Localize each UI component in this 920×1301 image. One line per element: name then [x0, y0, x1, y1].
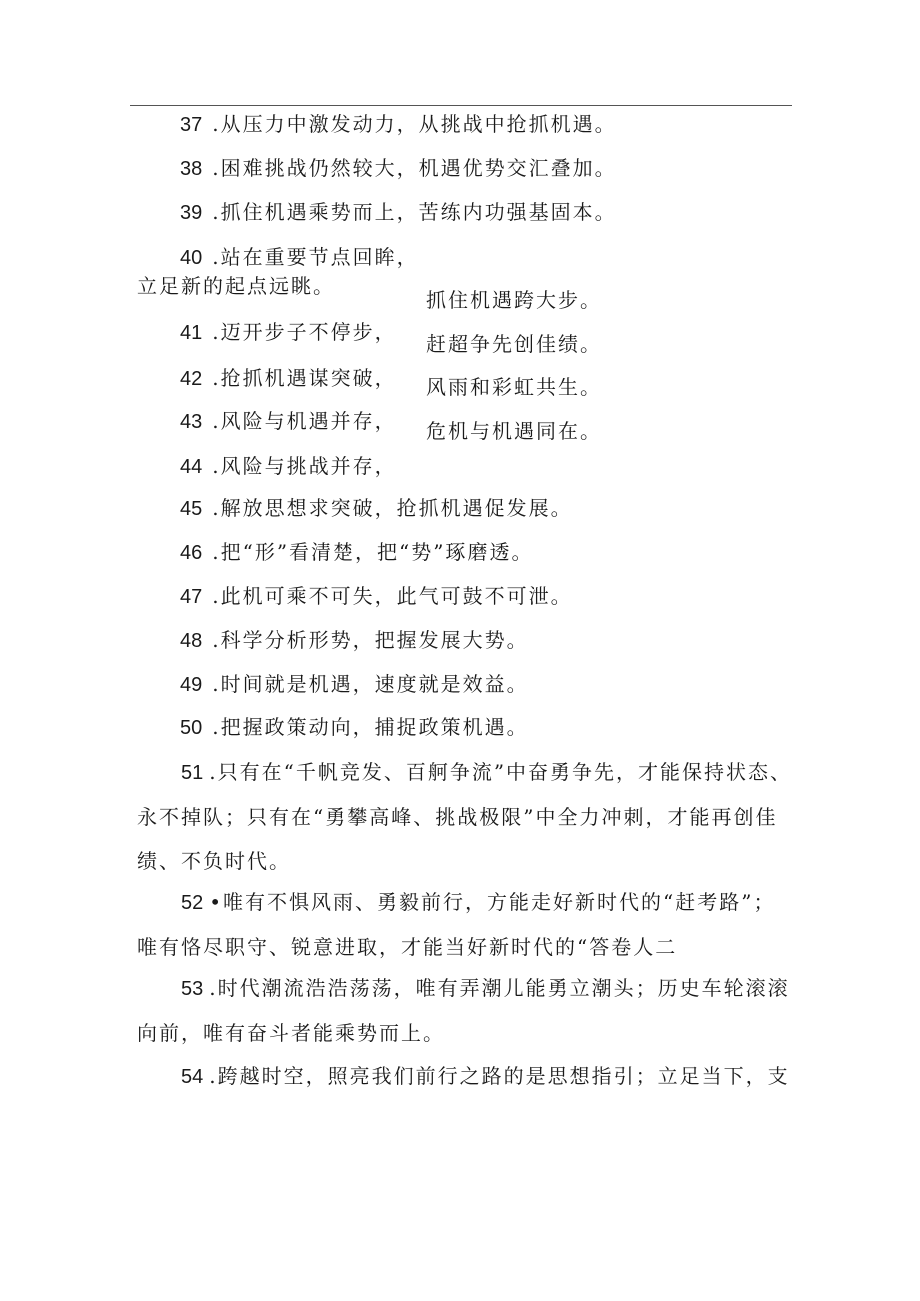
item-number: 44	[180, 456, 203, 478]
list-item	[180, 538, 534, 567]
item-number: 52	[181, 892, 204, 914]
item-text: .解放思想求突破，抢抓机遇促发展。	[212, 496, 573, 520]
item-number: 49	[180, 674, 203, 696]
item-number: 38	[180, 158, 203, 180]
side-column-line: 抓住机遇跨大步。	[426, 288, 602, 312]
side-column-line: 风雨和彩虹共生。	[426, 375, 602, 399]
item-text: .时间就是机遇，速度就是效益。	[212, 672, 529, 696]
list-item	[180, 198, 617, 227]
item-number: 50	[180, 717, 203, 739]
item-text: .风险与机遇并存，	[212, 409, 397, 433]
list-item	[180, 713, 529, 742]
item-text: .把握政策动向，捕捉政策机遇。	[212, 715, 529, 739]
list-item	[180, 318, 397, 347]
paragraph-text: .时代潮流浩浩荡荡，唯有弄潮儿能勇立潮头；历史车轮滚滚向前，唯有奋斗者能乘势而上。	[137, 976, 790, 1045]
side-column-line: 危机与机遇同在。	[426, 419, 602, 443]
list-item	[180, 110, 617, 139]
list-item	[180, 452, 397, 481]
item-text: .此机可乘不可失，此气可鼓不可泄。	[212, 584, 573, 608]
item-text: .站在重要节点回眸，	[212, 245, 419, 269]
item-text: .从压力中激发动力，从挑战中抢抓机遇。	[212, 112, 617, 136]
item-number: 42	[180, 368, 203, 390]
list-item-continuation	[137, 272, 335, 300]
list-item	[180, 494, 573, 523]
paragraph	[137, 1054, 797, 1099]
list-item	[180, 154, 617, 183]
item-number: 41	[180, 322, 203, 344]
item-number: 53	[181, 978, 204, 1000]
paragraph-text: .只有在“千帆竞发、百舸争流”中奋勇争先，才能保持状态、永不掉队；只有在“勇攀高峰、挑战极限”中全力冲刺，才能再创佳绩、不负时代。	[137, 760, 793, 873]
item-number: 37	[180, 114, 203, 136]
item-text: 立足新的起点远眺。	[137, 274, 335, 298]
list-item	[180, 243, 419, 272]
list-item	[180, 582, 573, 611]
item-text: .抢抓机遇谋突破，	[212, 366, 397, 390]
item-number: 46	[180, 542, 203, 564]
item-text: .科学分析形势，把握发展大势。	[212, 628, 529, 652]
item-text: .风险与挑战并存，	[212, 454, 397, 478]
item-text: .把“形”看清楚，把“势”琢磨透。	[212, 540, 534, 564]
list-item	[180, 364, 397, 393]
list-item	[180, 407, 397, 436]
list-item	[180, 670, 529, 699]
item-number: 40	[180, 247, 203, 269]
paragraph-text: •唯有不惧风雨、勇毅前行，方能走好新时代的“赶考路”；唯有恪尽职守、锐意进取，才能当好新时代的“答卷人二	[137, 890, 776, 959]
item-number: 48	[180, 630, 203, 652]
item-number: 47	[180, 586, 203, 608]
header-rule	[130, 105, 792, 106]
item-text: .迈开步子不停步，	[212, 320, 397, 344]
item-text: .困难挑战仍然较大，机遇优势交汇叠加。	[212, 156, 617, 180]
item-number: 45	[180, 498, 203, 520]
list-item	[180, 626, 529, 655]
paragraph	[137, 880, 797, 969]
paragraph	[137, 750, 797, 883]
side-column-line: 赶超争先创佳绩。	[426, 332, 602, 356]
item-number: 43	[180, 411, 203, 433]
item-number: 54	[181, 1066, 204, 1088]
paragraph-text: .跨越时空，照亮我们前行之路的是思想指引；立足当下，支	[209, 1064, 790, 1088]
item-text: .抓住机遇乘势而上，苦练内功强基固本。	[212, 200, 617, 224]
item-number: 51	[181, 762, 204, 784]
item-number: 39	[180, 202, 203, 224]
paragraph	[137, 966, 797, 1055]
